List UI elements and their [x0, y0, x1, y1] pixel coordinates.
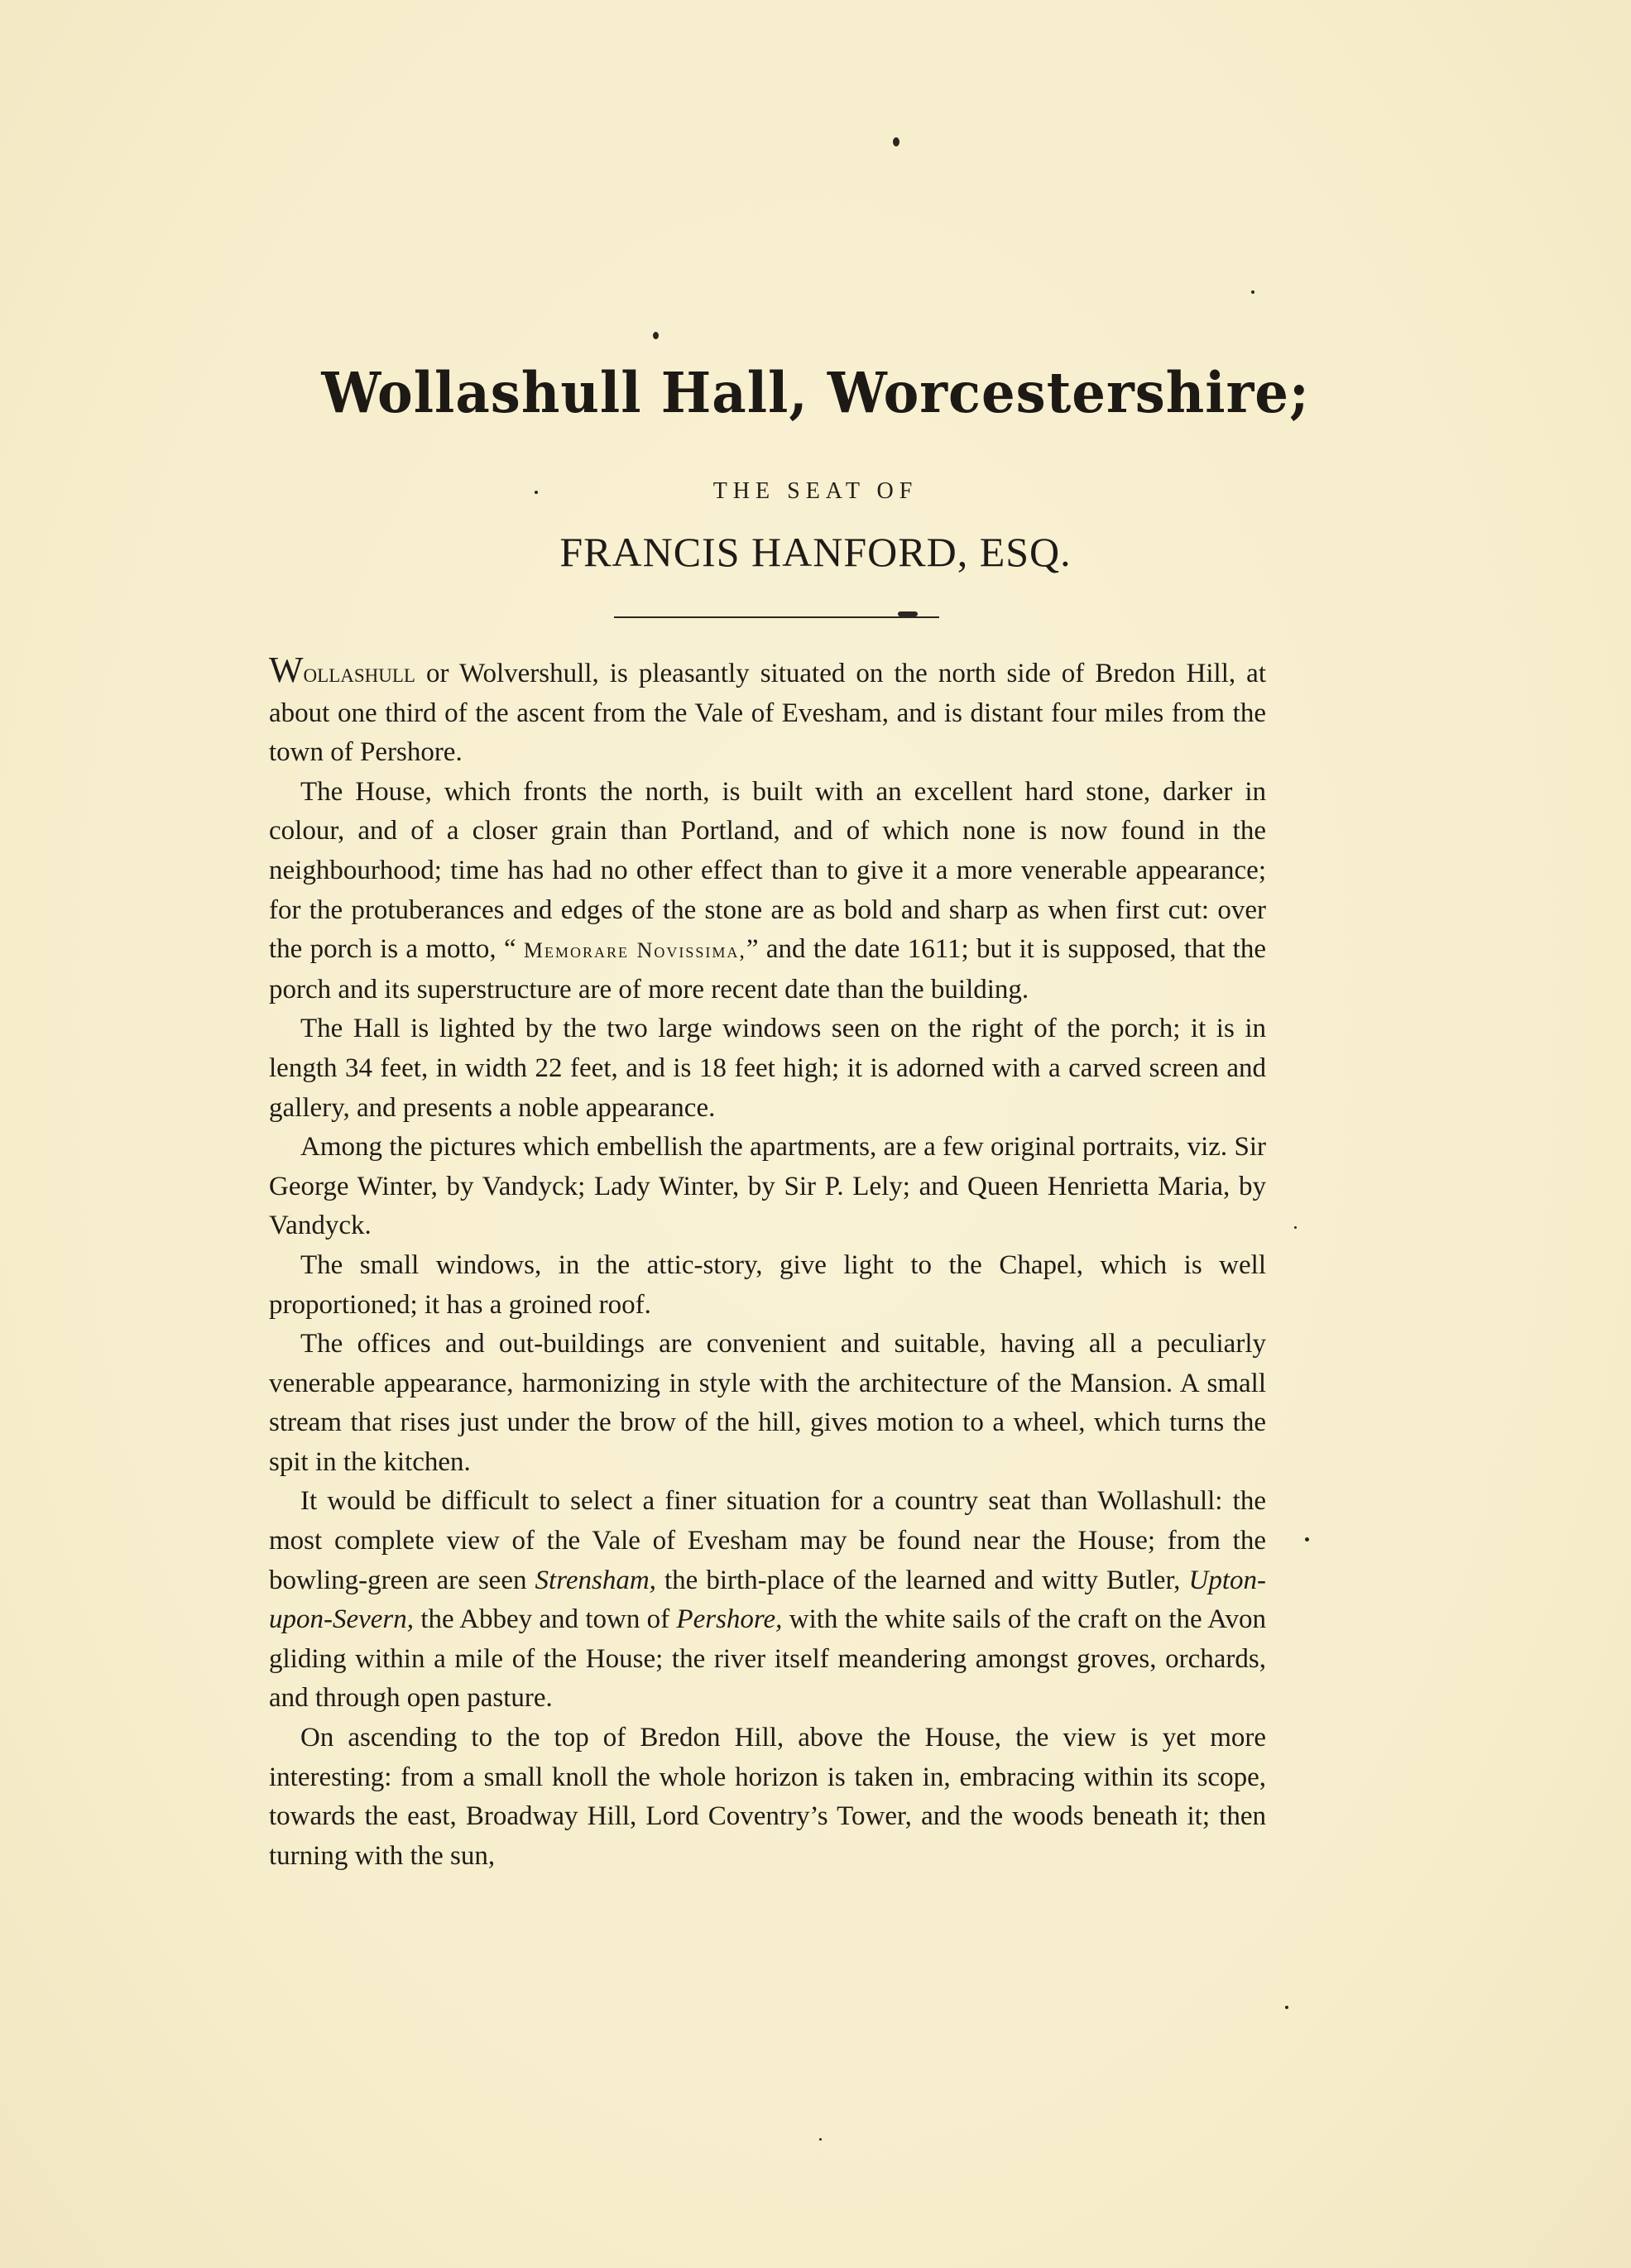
seat-of-line: THE SEAT OF	[712, 478, 919, 504]
place-name: Pershore,	[676, 1604, 783, 1635]
paragraph-4: Among the pictures which embellish the apartments, are a few original portraits, viz. Sir George Winter, by Vandyck; Lady Winter, by Sir P. Lely; and Queen Henrietta Maria, by Vandyck.	[269, 1132, 1266, 1241]
paragraph-6: The offices and out-buildings are convenient and suitable, having all a peculiarly venerable appearance, harmonizing in style with the architecture of the Mansion. A small stream that rises just under the brow of the hill, gives motion to a wheel, which turns the spit in the kitchen.	[269, 1329, 1266, 1477]
ink-speck	[893, 137, 899, 146]
paragraph-2-text-a: The House, which fronts the north, is built with an excellent hard stone, darker in colour, and of a closer grain than Portland, and of which none is now found in the neighbourhood; time has had no other effect than to give it a more venerable appearance; for the protuberances and edges of the stone are as bold and sharp as when first cut: over the porch is a motto, “	[269, 776, 1266, 965]
place-name: Upton-upon-Severn,	[269, 1565, 1266, 1635]
paragraph-3: The Hall is lighted by the two large windows seen on the right of the porch; it is in length 34 feet, in width 22 feet, and is 18 feet high; it is adorned with a carved screen and gallery, and presents a noble appearance.	[269, 1014, 1266, 1123]
page-title: Wollashull Hall, Worcestershire;	[321, 361, 1310, 426]
ink-speck	[653, 332, 659, 339]
ink-speck	[819, 2138, 822, 2141]
ink-speck	[1294, 1226, 1297, 1229]
paragraph-2-text-b: ” and the date 1611; but it is supposed, that the porch and its superstructure are of more recent date than the building.	[269, 934, 1266, 1005]
paragraph-5: The small windows, in the attic-story, give light to the Chapel, which is well proportioned; it has a groined roof.	[269, 1249, 1266, 1320]
paragraph-2	[269, 773, 1266, 1010]
motto: Memorare Novissima,	[523, 938, 746, 963]
paragraph-7-text-a: It would be difficult to select a finer situation for a country seat than Wollashull: the most complete view of the Vale of Evesham may be found near the House; from the bowling-green are seen	[269, 1486, 1266, 1595]
paragraph-7-text-b: the birth-place of the learned and witty Butler,	[655, 1565, 1189, 1595]
body-text	[269, 650, 1266, 1876]
divider-rule	[614, 616, 939, 618]
paragraph-8: On ascending to the top of Bredon Hill, above the House, the view is yet more interesting: from a small knoll the whole horizon is taken in, embracing within its scope, towards the east, Broadway Hill, Lord Coventry’s Tower, and the woods beneath it; then turning with the sun,	[269, 1723, 1266, 1871]
place-name: Strensham,	[535, 1565, 656, 1595]
opening-small-caps: ollashull	[303, 659, 415, 688]
ink-speck	[1285, 2006, 1288, 2009]
paragraph-1	[269, 650, 1266, 773]
paragraph-7	[269, 1482, 1266, 1719]
drop-cap: W	[269, 650, 304, 690]
paragraph-1-text: or Wolvershull, is pleasantly situated on the north side of Bredon Hill, at about one third of the ascent from the Vale of Evesham, and is distant four miles from the town of Pershore.	[269, 659, 1266, 768]
paragraph-7-text-d: with the white sails of the craft on the Avon gliding within a mile of the House; the river itself meandering amongst groves, orchards, and through open pasture.	[269, 1604, 1266, 1714]
divider-ornament	[898, 611, 918, 616]
ink-speck	[1305, 1537, 1309, 1542]
paragraph-7-text-c: the Abbey and town of	[414, 1604, 677, 1635]
owner-name: FRANCIS HANFORD, ESQ.	[559, 529, 1072, 575]
ink-speck	[1251, 290, 1254, 294]
